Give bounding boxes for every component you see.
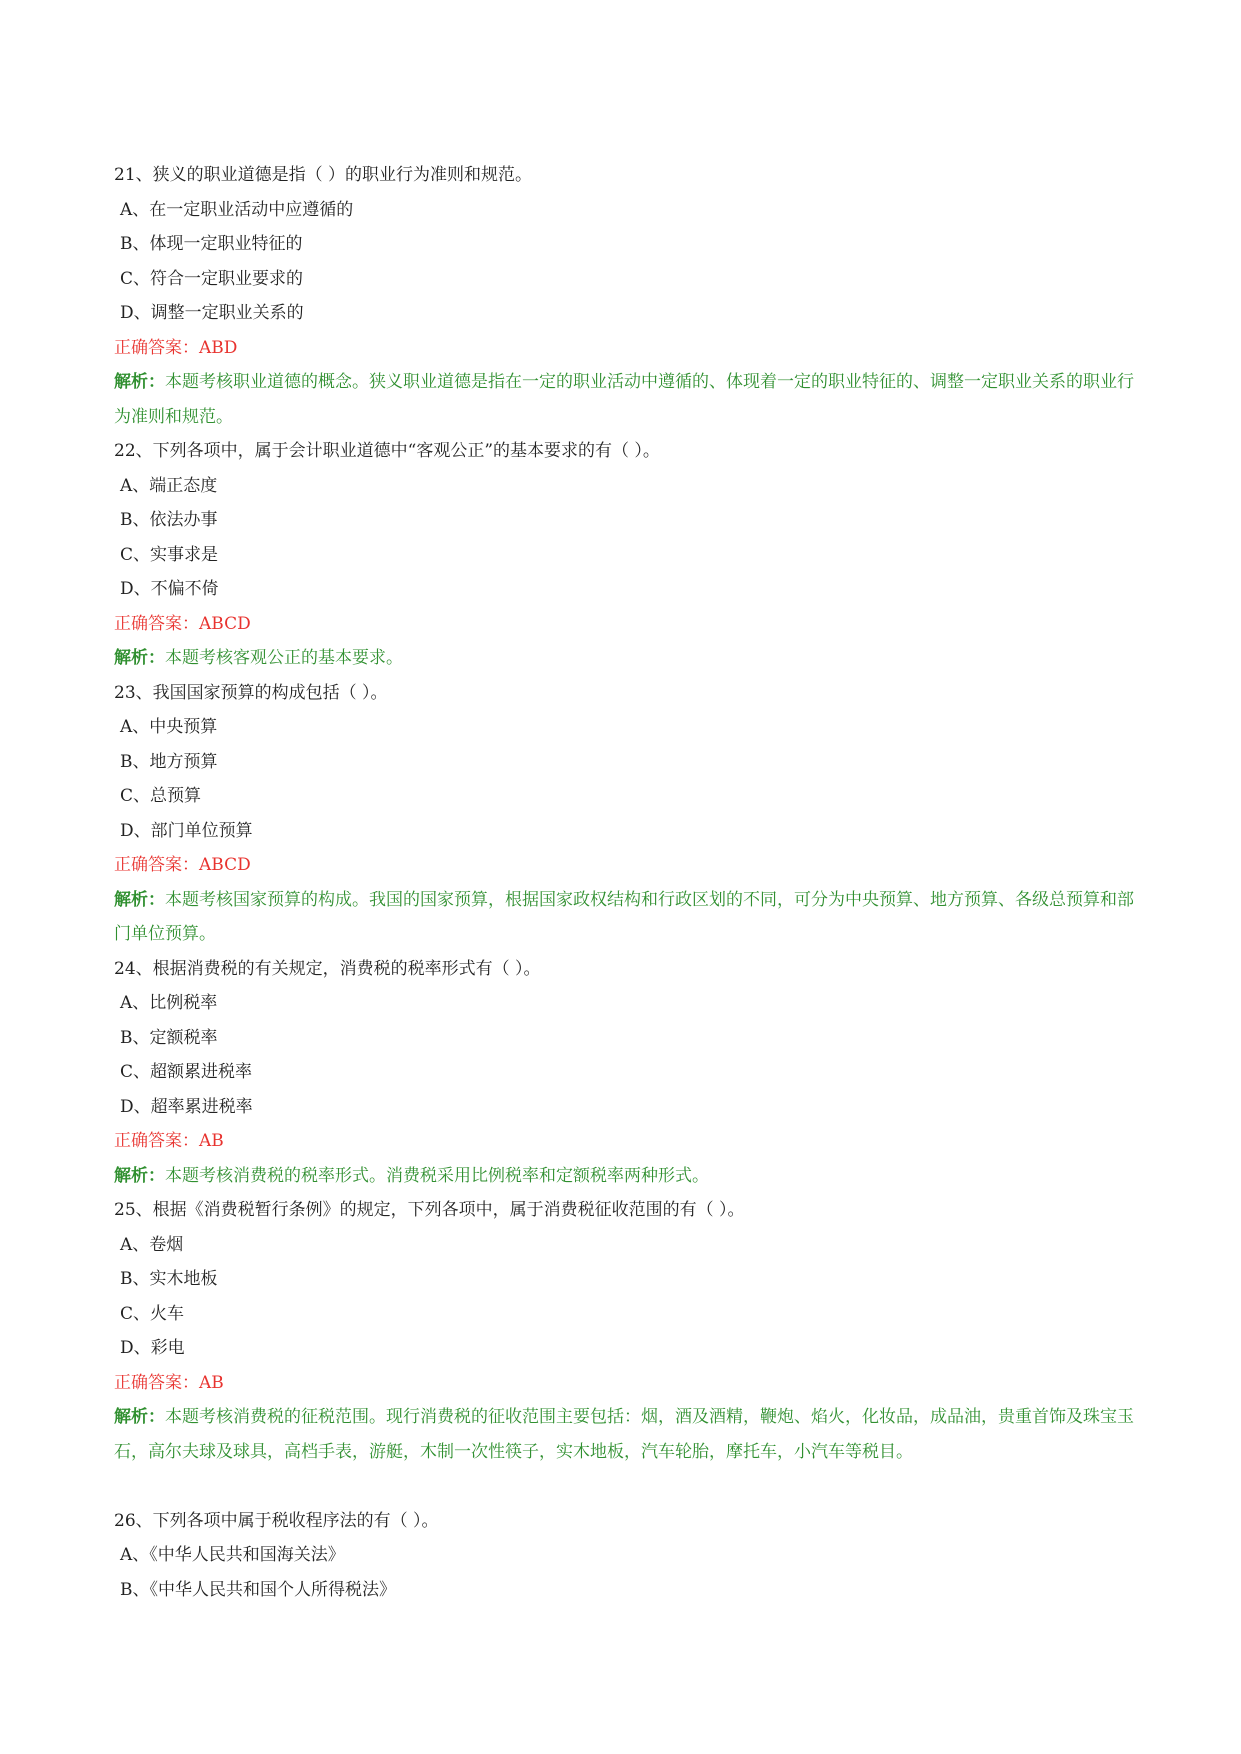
analysis-label: 解析：	[114, 648, 165, 668]
question-22	[114, 434, 1134, 676]
blank-line	[114, 1469, 1134, 1504]
option-c: C、总预算	[120, 786, 202, 806]
option-d: D、不偏不倚	[120, 579, 219, 599]
correct-answer: 正确答案：AB	[114, 1372, 224, 1393]
option-d: D、调整一定职业关系的	[120, 303, 304, 323]
option-b: B、定额税率	[120, 1027, 218, 1048]
option-c: C、火车	[120, 1303, 185, 1324]
question-25	[114, 1193, 1134, 1469]
option-c: C、符合一定职业要求的	[120, 268, 304, 289]
correct-answer: 正确答案：ABD	[114, 337, 238, 358]
analysis-label: 解析：	[114, 1165, 165, 1186]
option-b: B、《中华人民共和国个人所得税法》	[120, 1579, 396, 1600]
option-c: C、超额累进税率	[120, 1062, 253, 1082]
option-d: D、超率累进税率	[120, 1096, 253, 1117]
option-b: B、体现一定职业特征的	[120, 234, 303, 254]
option-a: A、在一定职业活动中应遵循的	[120, 199, 354, 220]
analysis	[114, 365, 1134, 434]
option-d: D、彩电	[120, 1338, 185, 1358]
question-26	[114, 1504, 1134, 1608]
question-stem: 25、根据《消费税暂行条例》的规定，下列各项中，属于消费税征收范围的有（ ）。	[114, 1200, 745, 1220]
analysis	[114, 883, 1134, 952]
analysis-label: 解析：	[114, 889, 165, 910]
option-a: A、卷烟	[120, 1234, 184, 1255]
correct-answer: 正确答案：ABCD	[114, 855, 251, 875]
option-b: B、依法办事	[120, 510, 218, 530]
option-d: D、部门单位预算	[120, 820, 253, 841]
option-b: B、实木地板	[120, 1269, 218, 1289]
option-c: C、实事求是	[120, 544, 219, 565]
option-a: A、《中华人民共和国海关法》	[120, 1545, 345, 1565]
question-24	[114, 952, 1134, 1194]
option-b: B、地方预算	[120, 751, 218, 772]
option-a: A、中央预算	[120, 717, 218, 737]
correct-answer: 正确答案：ABCD	[114, 613, 251, 634]
question-stem: 23、我国国家预算的构成包括（ ）。	[114, 682, 388, 703]
option-a: A、端正态度	[120, 475, 218, 496]
analysis	[114, 1159, 1134, 1194]
analysis	[114, 1400, 1134, 1469]
question-21	[114, 158, 1134, 434]
question-stem: 22、下列各项中，属于会计职业道德中“客观公正”的基本要求的有（ ）。	[114, 441, 660, 461]
analysis-text: 本题考核国家预算的构成。我国的国家预算，根据国家政权结构和行政区划的不同，可分为中央预算、地方预算、各级总预算和部门单位预算。	[114, 889, 1134, 944]
analysis-text: 本题考核客观公正的基本要求。	[165, 648, 403, 668]
question-23	[114, 676, 1134, 952]
analysis-label: 解析：	[114, 1407, 165, 1427]
analysis-label: 解析：	[114, 372, 165, 392]
question-stem: 24、根据消费税的有关规定，消费税的税率形式有（ ）。	[114, 958, 541, 979]
analysis-text: 本题考核职业道德的概念。狭义职业道德是指在一定的职业活动中遵循的、体现着一定的职业特征的、调整一定职业关系的职业行为准则和规范。	[114, 372, 1134, 427]
question-list	[114, 158, 1134, 1607]
question-stem: 21、狭义的职业道德是指（ ）的职业行为准则和规范。	[114, 165, 533, 185]
analysis	[114, 641, 1134, 676]
analysis-text: 本题考核消费税的征税范围。现行消费税的征收范围主要包括：烟，酒及酒精，鞭炮、焰火，化妆品，成品油，贵重首饰及珠宝玉石，高尔夫球及球具，高档手表，游艇，木制一次性筷子，实木地板，汽车轮胎，摩托车，小汽车等税目。	[114, 1407, 1134, 1462]
option-a: A、比例税率	[120, 993, 218, 1013]
question-stem: 26、下列各项中属于税收程序法的有（ ）。	[114, 1510, 439, 1531]
correct-answer: 正确答案：AB	[114, 1131, 224, 1151]
analysis-text: 本题考核消费税的税率形式。消费税采用比例税率和定额税率两种形式。	[165, 1165, 709, 1186]
